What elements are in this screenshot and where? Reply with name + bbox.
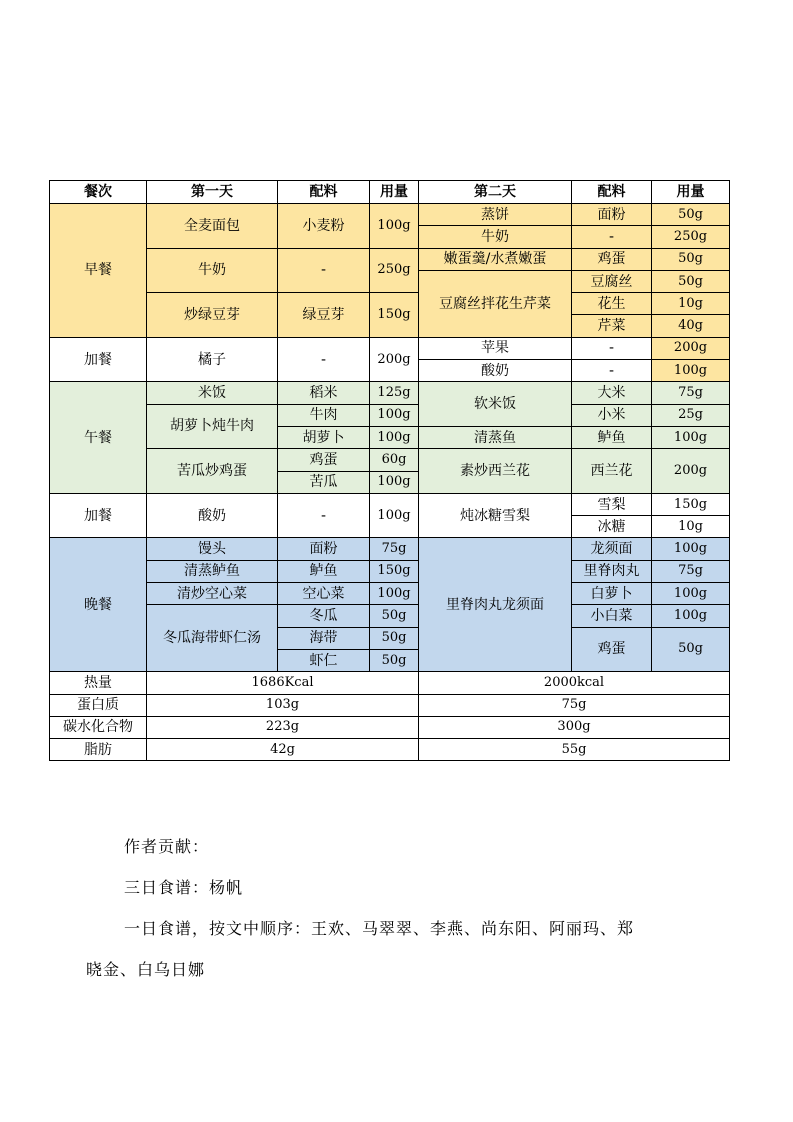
ingredient: 面粉 — [278, 538, 370, 560]
totals-day1: 223g — [147, 716, 419, 738]
ingredient: 面粉 — [572, 204, 652, 226]
author-contributions — [86, 826, 706, 990]
dish: 全麦面包 — [147, 204, 278, 249]
amount: 50g — [652, 248, 730, 270]
totals-day1: 103g — [147, 694, 419, 716]
dish: 胡萝卜炖牛肉 — [147, 404, 278, 449]
ingredient: - — [278, 337, 370, 382]
ingredient: 虾仁 — [278, 649, 370, 671]
ingredient: 小米 — [572, 404, 652, 426]
amount: 150g — [652, 493, 730, 515]
totals-row — [50, 739, 730, 761]
dish: 素炒西兰花 — [419, 449, 572, 494]
ingredient: 空心菜 — [278, 583, 370, 605]
dish: 清炒空心菜 — [147, 583, 278, 605]
dish: 馒头 — [147, 538, 278, 560]
ingredient: 苦瓜 — [278, 471, 370, 493]
ingredient: 小麦粉 — [278, 204, 370, 249]
header-amt1: 用量 — [370, 181, 419, 204]
ingredient: 龙须面 — [572, 538, 652, 560]
ingredient: 西兰花 — [572, 449, 652, 494]
credits-line: 一日食谱，按文中顺序：王欢、马翠翠、李燕、尚东阳、阿丽玛、郑 — [124, 919, 635, 938]
ingredient: - — [278, 493, 370, 538]
totals-day2: 2000kcal — [419, 672, 730, 694]
amount: 10g — [652, 293, 730, 315]
totals-day1: 1686Kcal — [147, 672, 419, 694]
amount: 40g — [652, 315, 730, 337]
amount: 150g — [370, 293, 419, 338]
ingredient: 小白菜 — [572, 605, 652, 627]
totals-day2: 75g — [419, 694, 730, 716]
totals-label: 脂肪 — [50, 739, 147, 761]
totals-day1: 42g — [147, 739, 419, 761]
amount: 100g — [652, 605, 730, 627]
dish: 炒绿豆芽 — [147, 293, 278, 338]
ingredient: 胡萝卜 — [278, 426, 370, 448]
amount: 100g — [652, 583, 730, 605]
credits-line: 三日食谱：杨帆 — [124, 878, 244, 897]
credits-line: 晓金、白乌日娜 — [86, 960, 206, 979]
dish: 豆腐丝拌花生芹菜 — [419, 270, 572, 337]
ingredient: - — [572, 226, 652, 248]
header-day1: 第一天 — [147, 181, 278, 204]
totals-row — [50, 672, 730, 694]
amount: 50g — [652, 627, 730, 672]
amount: 150g — [370, 560, 419, 582]
dish: 蒸饼 — [419, 204, 572, 226]
amount: 200g — [652, 449, 730, 494]
ingredient: 稻米 — [278, 382, 370, 404]
ingredient: 豆腐丝 — [572, 270, 652, 292]
ingredient: 鸡蛋 — [572, 627, 652, 672]
dish: 米饭 — [147, 382, 278, 404]
header-row — [50, 181, 730, 204]
dish: 酸奶 — [147, 493, 278, 538]
ingredient: 鸡蛋 — [572, 248, 652, 270]
dish: 清蒸鱼 — [419, 426, 572, 448]
ingredient: 花生 — [572, 293, 652, 315]
totals-label: 热量 — [50, 672, 147, 694]
dish: 嫩蛋羹/水煮嫩蛋 — [419, 248, 572, 270]
dish: 牛奶 — [419, 226, 572, 248]
dish: 软米饭 — [419, 382, 572, 427]
totals-row — [50, 716, 730, 738]
totals-day2: 55g — [419, 739, 730, 761]
amount: 100g — [370, 426, 419, 448]
dish: 牛奶 — [147, 248, 278, 293]
amount: 60g — [370, 449, 419, 471]
totals-row — [50, 694, 730, 716]
amount: 100g — [370, 583, 419, 605]
ingredient: 冬瓜 — [278, 605, 370, 627]
amount: 250g — [370, 248, 419, 293]
amount: 200g — [370, 337, 419, 382]
amount: 100g — [370, 204, 419, 249]
ingredient: 冰糖 — [572, 516, 652, 538]
dish: 炖冰糖雪梨 — [419, 493, 572, 538]
dish: 苦瓜炒鸡蛋 — [147, 449, 278, 494]
amount: 100g — [652, 360, 730, 382]
totals-label: 碳水化合物 — [50, 716, 147, 738]
amount: 50g — [652, 270, 730, 292]
header-day2: 第二天 — [419, 181, 572, 204]
amount: 125g — [370, 382, 419, 404]
meal-dinner: 晚餐 — [50, 538, 147, 672]
amount: 100g — [652, 426, 730, 448]
amount: 75g — [370, 538, 419, 560]
ingredient: - — [278, 248, 370, 293]
ingredient: 鸡蛋 — [278, 449, 370, 471]
ingredient: 鲈鱼 — [278, 560, 370, 582]
dish: 清蒸鲈鱼 — [147, 560, 278, 582]
amount: 50g — [370, 649, 419, 671]
amount: 200g — [652, 337, 730, 359]
ingredient: 白萝卜 — [572, 583, 652, 605]
amount: 10g — [652, 516, 730, 538]
dish: 苹果 — [419, 337, 572, 359]
ingredient: - — [572, 360, 652, 382]
totals-day2: 300g — [419, 716, 730, 738]
header-ing2: 配料 — [572, 181, 652, 204]
amount: 100g — [652, 538, 730, 560]
amount: 25g — [652, 404, 730, 426]
amount: 50g — [370, 605, 419, 627]
ingredient: 里脊肉丸 — [572, 560, 652, 582]
meal-lunch: 午餐 — [50, 382, 147, 493]
header-ing1: 配料 — [278, 181, 370, 204]
header-meal: 餐次 — [50, 181, 147, 204]
meal-snack: 加餐 — [50, 337, 147, 382]
meal-breakfast: 早餐 — [50, 204, 147, 338]
credits-title: 作者贡献： — [124, 837, 210, 856]
ingredient: 雪梨 — [572, 493, 652, 515]
amount: 100g — [370, 471, 419, 493]
meal-snack: 加餐 — [50, 493, 147, 538]
dish: 里脊肉丸龙须面 — [419, 538, 572, 672]
amount: 50g — [652, 204, 730, 226]
totals-label: 蛋白质 — [50, 694, 147, 716]
ingredient: 大米 — [572, 382, 652, 404]
ingredient: 海带 — [278, 627, 370, 649]
dish: 酸奶 — [419, 360, 572, 382]
meal-plan-table — [49, 180, 730, 761]
ingredient: 鲈鱼 — [572, 426, 652, 448]
dish: 冬瓜海带虾仁汤 — [147, 605, 278, 672]
ingredient: 芹菜 — [572, 315, 652, 337]
dish: 橘子 — [147, 337, 278, 382]
amount: 75g — [652, 560, 730, 582]
amount: 250g — [652, 226, 730, 248]
ingredient: 绿豆芽 — [278, 293, 370, 338]
header-amt2: 用量 — [652, 181, 730, 204]
ingredient: 牛肉 — [278, 404, 370, 426]
amount: 50g — [370, 627, 419, 649]
amount: 75g — [652, 382, 730, 404]
amount: 100g — [370, 493, 419, 538]
amount: 100g — [370, 404, 419, 426]
ingredient: - — [572, 337, 652, 359]
